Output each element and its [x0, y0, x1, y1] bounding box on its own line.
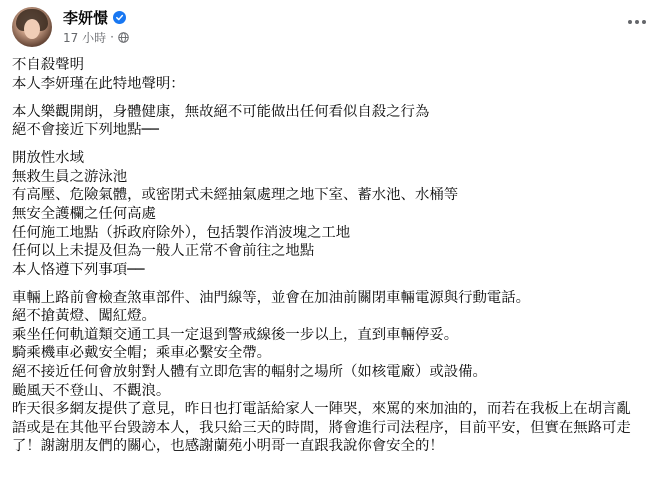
- post-body: [12, 56, 658, 456]
- post-text-line: 有高壓、危險氣體，或密閉式未經抽氣處理之地下室、蓄水池、水桶等: [12, 187, 459, 204]
- post-text-line: 颱風天不登山、不觀浪。: [12, 382, 171, 399]
- post-timestamp[interactable]: 17 小時: [63, 30, 107, 45]
- post-text-line: 騎乘機車必戴安全帽；乘車必繫安全帶。: [12, 345, 272, 362]
- more-horizontal-icon-dot: [635, 20, 639, 24]
- post-text-line: 不自殺聲明: [12, 57, 84, 73]
- post-text-line: 開放性水域: [12, 150, 84, 167]
- meta-separator: ·: [110, 30, 114, 44]
- post-text-line: 絕不搶黃燈、闖紅燈。: [12, 308, 156, 325]
- post-text-line: 乘坐任何軌道類交通工具一定退到警戒線後一步以上，直到車輛停妥。: [12, 326, 459, 343]
- post-text-line: 絕不接近任何會放射對人體有立即危害的輻射之場所（如核電廠）或設備。: [12, 364, 487, 381]
- post-header: [12, 6, 656, 46]
- globe-icon[interactable]: [118, 32, 129, 43]
- more-options-button[interactable]: [622, 10, 652, 34]
- post-text-line: 語或是在其他平台毀謗本人，我只給三天的時間，將會進行司法程序，目前平安，但實在無路可走: [12, 419, 631, 436]
- author-row: [63, 7, 126, 27]
- post-text-line: 無安全護欄之任何高處: [12, 205, 156, 222]
- post-text-line: 本人恪遵下列事項──: [12, 261, 145, 278]
- more-horizontal-icon-dot: [642, 20, 646, 24]
- checkmark-icon: [115, 13, 124, 22]
- more-horizontal-icon-dot: [628, 20, 632, 24]
- paragraph-gap: [12, 140, 658, 149]
- post-text-line: 任何施工地點（拆政府除外），包括製作消波塊之工地: [12, 224, 351, 241]
- verified-badge-icon: [113, 11, 126, 24]
- paragraph-gap: [12, 279, 658, 288]
- avatar[interactable]: [12, 7, 52, 47]
- post-meta: [63, 29, 129, 45]
- post-text-line: 了！謝謝朋友們的關心，也感謝蘭苑小明哥一直跟我說你會安全的！: [12, 438, 444, 455]
- post-text-line: 本人李妍瑾在此特地聲明：: [12, 75, 185, 92]
- post-text-line: 任何以上未提及但為一般人正常不會前往之地點: [12, 243, 315, 260]
- post-text-line: 無救生員之游泳池: [12, 168, 128, 185]
- post-text-line: 車輛上路前會檢查煞車部件、油門線等，並會在加油前關閉車輛電源與行動電話。: [12, 289, 531, 306]
- author-name[interactable]: 李妍憬: [63, 8, 109, 27]
- post-text-line: 絕不會接近下列地點──: [12, 122, 159, 139]
- post-text-line: 本人樂觀開朗，身體健康，無故絕不可能做出任何看似自殺之行為: [12, 103, 430, 120]
- paragraph-gap: [12, 93, 658, 102]
- post-text-line: 昨天很多網友提供了意見，昨日也打電話給家人一陣哭，來罵的來加油的，而若在我板上在胡言亂: [12, 401, 631, 418]
- avatar-face: [24, 19, 40, 39]
